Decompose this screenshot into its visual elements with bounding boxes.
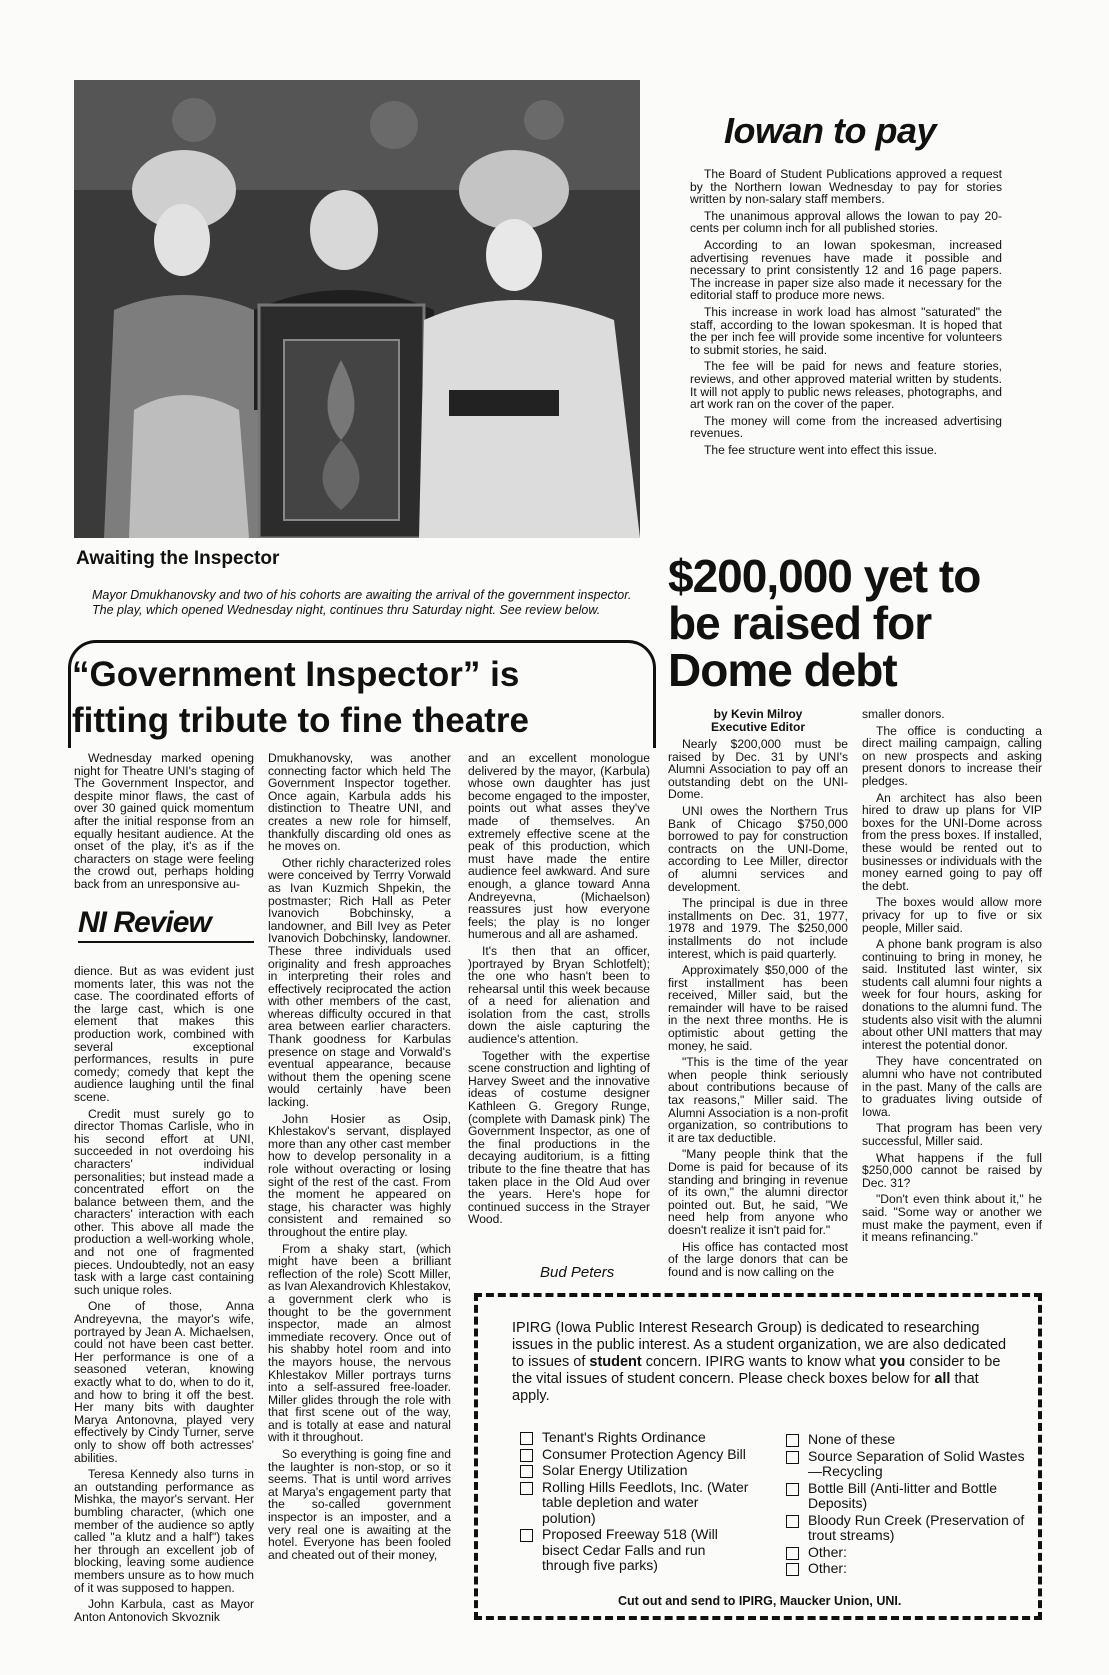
iowan-article: [690, 168, 1002, 460]
review-paragraph: John Hosier as Osip, Khlestakov's servant, displayed more than any other cast member how to develop personality in a role without overacting or losing sight of the rest of the cast. From the moment he appeared on stage, his character was highly consistent and remained so throughout the entire play.: [268, 1111, 451, 1239]
dome-headline: $200,000 yet to be raised for Dome debt: [668, 550, 981, 696]
coupon-option[interactable]: [786, 1432, 1026, 1448]
review-column-1-bottom: [74, 965, 254, 1627]
coupon-option-label: None of these: [808, 1431, 896, 1447]
coupon-option[interactable]: [520, 1430, 750, 1446]
dome-paragraph: What happens if the full $250,000 cannot be raised by Dec. 31?: [862, 1150, 1042, 1190]
checkbox[interactable]: [520, 1482, 533, 1495]
coupon-option[interactable]: [520, 1480, 750, 1527]
dome-paragraph: "Many people think that the Dome is paid for because of its standing and bringing in revenue of its own," the alumni director pointed out. But, he said, "We need help from anyone who doesn't realize it isn't paid for.": [668, 1147, 848, 1237]
review-paragraph: Wednesday marked opening night for Theatre UNI's staging of The Government Inspector, and despite minor flaws, the cast of over 30 gained quick momentum after the initial response from an equally hesitant audience. At the onset of the play, it's as if the characters on stage were feeling the crowd out, perhaps holding back from an unresponsive au-: [74, 751, 254, 891]
dome-paragraph: "This is the time of the year when people think seriously about contributions because of tax reasons," Miller said. The Alumni Association is a non-profit organization, so contributions to it are tax deductible.: [668, 1055, 848, 1145]
coupon-options-left: [520, 1430, 750, 1575]
iowan-headline: Iowan to pay: [724, 110, 937, 151]
iowan-paragraph: The unanimous approval allows the Iowan to pay 20-cents per column inch for all published stories.: [690, 208, 1002, 236]
dome-byline-title: Executive Editor: [710, 720, 806, 734]
coupon-option[interactable]: [786, 1561, 1026, 1577]
coupon-intro-text: consider to be the vital issues of student concern. Please check boxes below for: [512, 1354, 1001, 1387]
photo-caption-title: Awaiting the Inspector: [76, 548, 280, 569]
dome-paragraph: That program has been very successful, Miller said.: [862, 1121, 1042, 1148]
coupon-option[interactable]: [786, 1481, 1026, 1512]
checkbox[interactable]: [520, 1449, 533, 1462]
coupon-intro-emphasis: you: [879, 1354, 906, 1370]
review-paragraph: It's then that an officer, )portrayed by Bryan Schlotfelt); the one who hasn't been to rehearsal until this week because of a need for alienation and isolation from the cast, strolls down the aisle capturing the audience's attention.: [468, 943, 650, 1047]
checkbox[interactable]: [786, 1483, 799, 1496]
checkbox[interactable]: [520, 1529, 533, 1542]
dome-byline-name: by Kevin Milroy: [713, 707, 803, 721]
dome-paragraph: The office is conducting a direct mailing campaign, calling on new prospects and asking present donors to increase their pledges.: [862, 723, 1042, 788]
coupon-option-label: Consumer Protection Agency Bill: [542, 1445, 746, 1462]
iowan-paragraph: The fee structure went into effect this issue.: [704, 442, 938, 457]
coupon-intro: [512, 1320, 1012, 1405]
checkbox[interactable]: [786, 1451, 799, 1464]
dome-paragraph: His office has contacted most of the large donors that can be found and is now calling on the: [668, 1239, 848, 1279]
coupon-option-label: Tenant's Rights Ordinance: [542, 1429, 706, 1445]
coupon-option[interactable]: [520, 1447, 750, 1463]
dome-column-2: [862, 708, 1042, 1248]
dome-paragraph: The boxes would allow more privacy for up to five or six people, Miller said.: [862, 895, 1042, 935]
review-paragraph: So everything is going fine and the laughter is non-stop, or so it seems. That is until word arrives at Marya's engagement party that the so-called government inspector is an imposter, and a very real one is awaiting at the hotel. Everyone has been fooled and cheated out of their money,: [268, 1447, 451, 1562]
review-paragraph: Credit must surely go to director Thomas Carlisle, who in his second effort at UNI, succeeded in not overdoing his characters' individual personalities; but instead made a concentrated effort on the balance between them, and the characters' interaction with each other. This above all made the production a well-working whole, and not one of fragmented pieces. Undoubtedly, not an easy task with a large cast containing such unique roles.: [74, 1106, 254, 1297]
iowan-paragraph: The Board of Student Publications approved a request by the Northern Iowan Wednesday to pay for stories written by non-salary staff members.: [690, 167, 1002, 207]
iowan-paragraph: The fee will be paid for news and feature stories, reviews, and other approved material written by students. It will not apply to public news releases, photographs, and art work ran on the cover of the paper.: [690, 359, 1002, 412]
ni-review-label: NI Review: [78, 905, 254, 943]
coupon-footer: Cut out and send to IPIRG, Maucker Union, UNI.: [618, 1594, 902, 1608]
coupon-intro-text: concern. IPIRG wants to know what: [641, 1354, 880, 1370]
checkbox[interactable]: [786, 1515, 799, 1528]
review-paragraph: Teresa Kennedy also turns in an outstanding performance as Mishka, the mayor's servant. Her bumbling character, (which one member of the audience so aptly called "a klutz and a half") takes her through an excellent job of blocking, leaving some audience members unsure as to how much of it was supposed to happen.: [74, 1467, 254, 1595]
review-paragraph: dience. But as was evident just moments later, this was not the case. The coordinated efforts of the large cast, which is one element that makes this production work, combined with several exceptional performances, results in pure comedy; comedy that kept the audience laughing until the final scene.: [74, 964, 254, 1104]
review-paragraph: Dmukhanovsky, was another connecting factor which held The Government Inspector together. Once again, Karbula adds his distinction to Theatre UNI, and creates a new role for himself, thankfully discarding old ones as he moves on.: [268, 751, 451, 854]
dome-paragraph: smaller donors.: [862, 707, 945, 721]
review-column-2: [268, 752, 451, 1565]
review-paragraph: From a shaky start, (which might have been a brilliant reflection of the role) Scott Miller, as Ivan Alexandrovich Khlestakov, a government clerk who is thought to be the government inspector, made an almost immediate recovery. Once out of his shabby hotel room and into the mayors house, the nervous Khlestakov Miller portrays turns into a self-assured free-loader. Miller glides through the role with that first scene out of the way, and is totally at ease and natural with it throughout.: [268, 1241, 451, 1445]
coupon-option[interactable]: [786, 1513, 1026, 1544]
dome-paragraph: A phone bank program is also continuing to bring in money, he said. Instituted last winter, six students call alumni four nights a week for four hours, asking for donations to the alumni fund. The students also visit with the alumni about other UNI matters that may interest the potential donor.: [862, 937, 1042, 1052]
coupon-options-right: [786, 1432, 1026, 1578]
review-headline-line2: fitting tribute to fine theatre: [72, 701, 529, 740]
review-headline: [72, 652, 529, 744]
iowan-paragraph: According to an Iowan spokesman, increased advertising revenues have made it possible and necessary to print consistently 12 and 16 page papers. The increase in paper size also made it necessary for the editorial staff to produce more news.: [690, 237, 1002, 303]
coupon-intro-text: that apply.: [512, 1371, 979, 1404]
coupon-option-label: Bottle Bill (Anti-litter and Bottle Deposits): [808, 1479, 998, 1511]
checkbox[interactable]: [786, 1547, 799, 1560]
coupon-option-label: Bloody Run Creek (Preservation of trout streams): [808, 1511, 1025, 1543]
dome-paragraph: Nearly $200,000 must be raised by Dec. 31 by UNI's Alumni Association to pay off an outstanding debt on the UNI-Dome.: [668, 737, 848, 802]
photo-caption-text: Mayor Dmukhanovsky and two of his cohorts are awaiting the arrival of the government inspector. The play, which opened Wednesday night, continues thru Saturday night. See review below.: [92, 588, 632, 617]
review-paragraph: One of those, Anna Andreyevna, the mayor's wife, portrayed by Jean A. Michaelsen, could not have been cast better. Her performance is one of a seasoned veteran, knowing exactly what to do, when to do it, and how to bring it off the best. Her many bits with daughter Marya Antonovna, played very effectively by Cindy Turner, serve only to show off both actresses' abilities.: [74, 1299, 254, 1465]
dome-paragraph: They have concentrated on alumni who have not contributed in the past. Many of the calls are to graduates living outside of Iowa.: [862, 1054, 1042, 1119]
dome-paragraph: Approximately $50,000 of the first installment has been received, Miller said, but the remainder will have to be raised in the next three months. He is optimistic about getting the money, he said.: [668, 963, 848, 1053]
dome-byline: [668, 708, 848, 734]
review-paragraph: John Karbula, cast as Mayor Anton Antonovich Skvoznik: [74, 1597, 254, 1624]
checkbox[interactable]: [520, 1432, 533, 1445]
coupon-option-label: Solar Energy Utilization: [542, 1462, 688, 1478]
review-headline-line1: “Government Inspector” is: [72, 655, 520, 694]
coupon-intro-text: IPIRG (Iowa Public Interest Research Group) is dedicated to researching issues in the public interest. As a student organization, we are also dedicated to issues of: [512, 1320, 1007, 1370]
dome-paragraph: "Don't even think about it," he said. "Some way or another we must make the payment, even if it means refinancing.": [862, 1192, 1042, 1245]
dome-paragraph: An architect has also been hired to draw up plans for VIP boxes for the UNI-Dome across from the press boxes. If installed, these would be rented out to businesses or individuals with the money earned going to pay off the debt.: [862, 790, 1042, 893]
review-column-1-top: [74, 752, 254, 895]
theatre-photo: [74, 80, 640, 538]
coupon-option-label: Proposed Freeway 518 (Will bisect Cedar Falls and run through five parks): [542, 1526, 718, 1573]
iowan-paragraph: The money will come from the increased advertising revenues.: [690, 413, 1002, 441]
review-paragraph: and an excellent monologue delivered by the mayor, (Karbula) whose own daughter has just become engaged to the imposter, points out what asses they've made of themselves. An extremely effective scene at the peak of this production, which must have made the entire audience feel awkward. And sure enough, a glance toward Anna Andreyevna, (Michaelson) reassures just how everyone feels; the play is no longer humerous and all are ashamed.: [468, 751, 650, 942]
checkbox[interactable]: [786, 1563, 799, 1576]
coupon-option-label: Source Separation of Solid Wastes—Recycling: [808, 1447, 1025, 1479]
review-paragraph: Together with the expertise scene construction and lighting of Harvey Sweet and the innovative ideas of costume designer Kathleen G. Gregory Runge, (complete with Damask pink) The Government Inspector, as one of the final productions in the decaying auditorium, is a fitting tribute to the fine theatre that has taken place in the Old Aud over the years. Here's hope for continued success in the Strayer Wood.: [468, 1048, 650, 1227]
coupon-option[interactable]: [786, 1449, 1026, 1480]
checkbox[interactable]: [520, 1465, 533, 1478]
coupon-intro-emphasis: all: [934, 1371, 951, 1387]
review-paragraph: Other richly characterized roles were conceived by Terrry Vorwald as Ivan Kuzmich Shpekin, the postmaster; Rich Hall as Peter Ivanovich Bobchinsky, a landowner, and Bill Ivey as Peter Ivanovich Dobchinsky, landowner. These three individuals used originality and fresh approaches in interpreting their roles and effectively reciprocated the action with other members of the cast, whereas difficulty occured in that area between earlier characters. Thank goodness for Karbulas presence on stage and Vorwald's eventual appearance, because without them the opening scene would certainly have been lacking.: [268, 855, 451, 1110]
coupon-option[interactable]: [520, 1527, 750, 1574]
checkbox[interactable]: [786, 1434, 799, 1447]
coupon-option-label: Other:: [808, 1560, 847, 1576]
dome-column-1: [668, 738, 848, 1282]
review-byline: Bud Peters: [540, 1264, 615, 1281]
review-column-3: [468, 752, 650, 1230]
coupon-option[interactable]: [786, 1545, 1026, 1561]
dome-paragraph: The principal is due in three installments on Dec. 31, 1977, 1978 and 1979. The $250,000 installments do not include interest, which is paid quarterly.: [668, 896, 848, 961]
coupon-option[interactable]: [520, 1463, 750, 1479]
coupon-option-label: Other:: [808, 1543, 847, 1560]
iowan-paragraph: This increase in work load has almost "saturated" the staff, according to the Iowan spokesman. It is hoped that the per inch fee will provide some incentive for volunteers to submit stories, he said.: [690, 304, 1002, 357]
dome-paragraph: UNI owes the Northern Trus Bank of Chicago $750,000 borrowed to pay for construction contracts on the UNI-Dome, according to Lee Miller, director of alumni services and development.: [668, 803, 848, 894]
coupon-option-label: Rolling Hills Feedlots, Inc. (Water table depletion and water polution): [542, 1478, 749, 1526]
coupon-intro-emphasis: student: [589, 1354, 642, 1370]
